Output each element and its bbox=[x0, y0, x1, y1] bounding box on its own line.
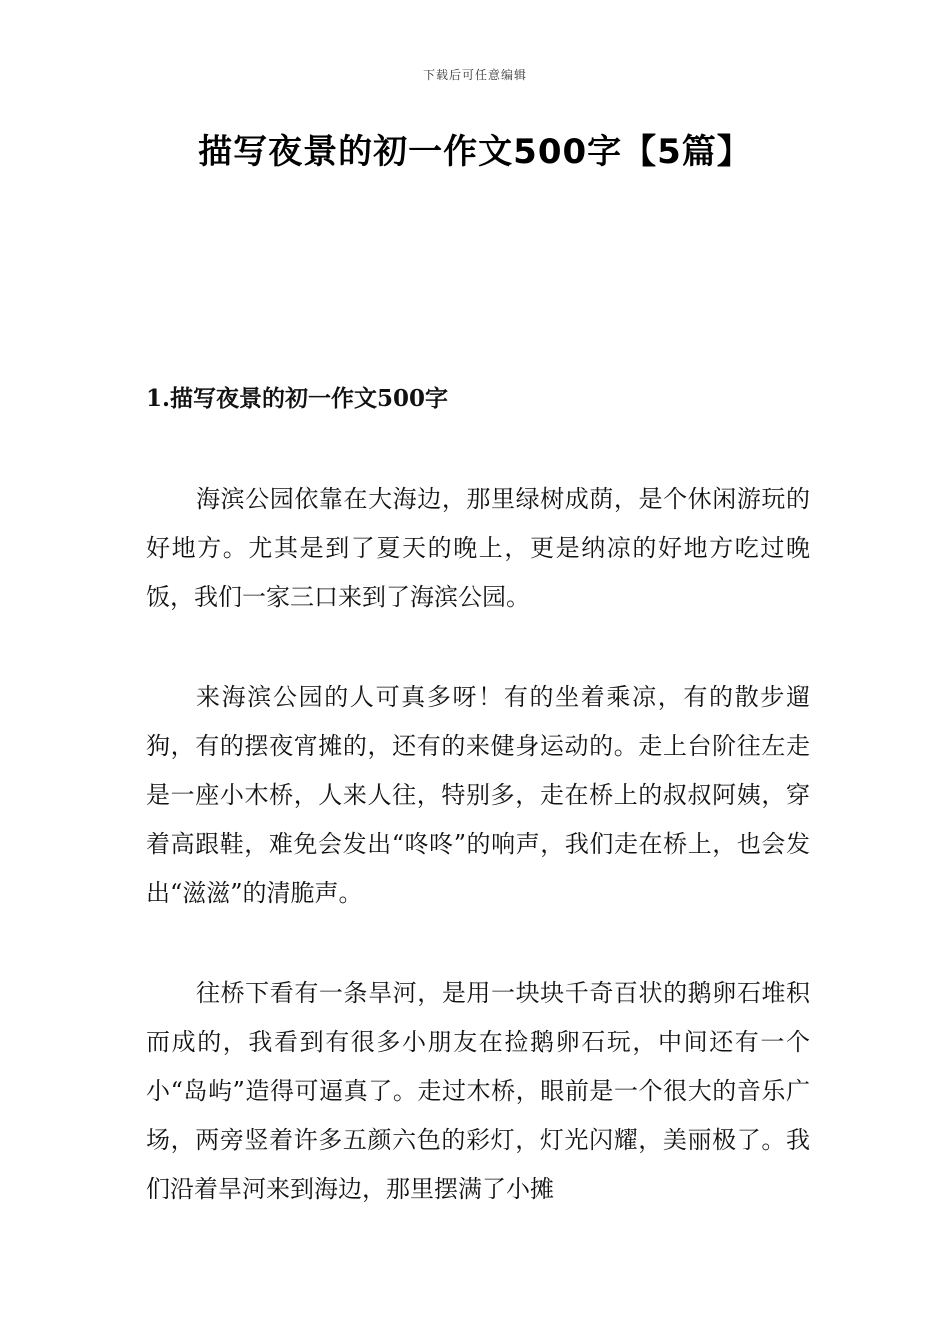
header-note: 下载后可任意编辑 bbox=[422, 68, 527, 82]
body-paragraph: 往桥下看有一条旱河，是用一块块千奇百状的鹅卵石堆积而成的，我看到有很多小朋友在捡鹅卵石玩，中间还有一个小“岛屿”造得可逼真了。走过木桥，眼前是一个很大的音乐广场，两旁竖着许多五颜六色的彩灯，灯光闪耀，美丽极了。我们沿着旱河来到海边，那里摆满了小摊 bbox=[146, 979, 810, 1203]
body-paragraph: 海滨公园依靠在大海边，那里绿树成荫，是个休闲游玩的好地方。尤其是到了夏天的晚上，更是纳凉的好地方吃过晚饭，我们一家三口来到了海滨公园。 bbox=[146, 485, 810, 611]
section-heading: 1.描写夜景的初一作文500字 bbox=[146, 385, 449, 412]
document-title: 描写夜景的初一作文500字【5篇】 bbox=[198, 132, 752, 172]
body-paragraph: 来海滨公园的人可真多呀！有的坐着乘凉，有的散步遛狗，有的摆夜宵摊的，还有的来健身运动的。走上台阶往左走是一座小木桥，人来人往，特别多，走在桥上的叔叔阿姨，穿着高跟鞋，难免会发出“咚咚”的响声，我们走在桥上，也会发出“滋滋”的清脆声。 bbox=[146, 683, 810, 907]
